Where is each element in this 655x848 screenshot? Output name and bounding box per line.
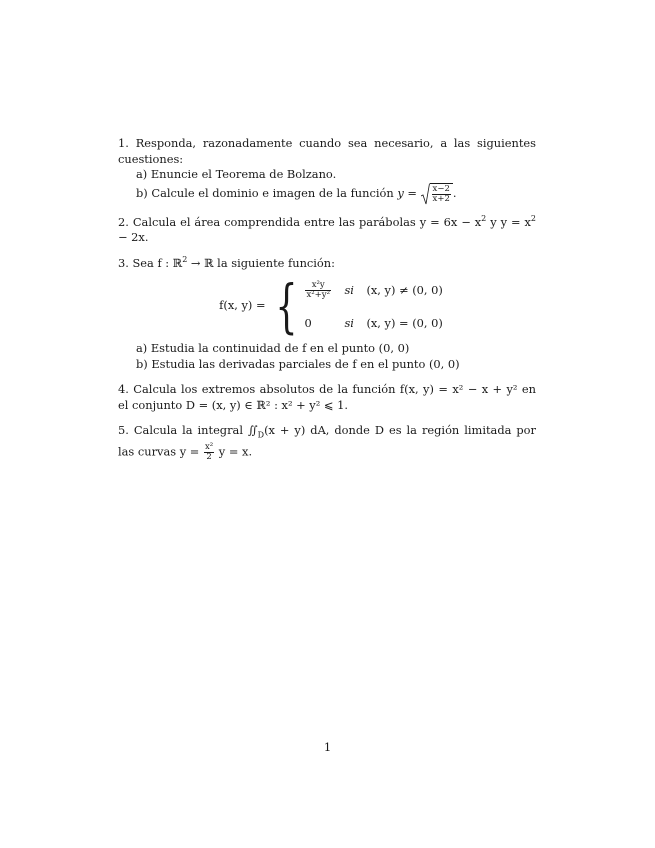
piecewise-case-1 bbox=[304, 281, 442, 300]
case2-expr: 0 bbox=[304, 315, 312, 330]
q3-text: 3. Sea f : ℝ bbox=[118, 255, 183, 270]
q1-b-frac-den: x+2 bbox=[432, 194, 450, 204]
case2-condition: (x, y) = (0, 0) bbox=[366, 315, 443, 330]
piecewise-lhs: f(x, y) = bbox=[219, 298, 266, 313]
case2-si: si bbox=[344, 315, 354, 330]
q2-parabola-1: y = 6x − x bbox=[419, 214, 482, 229]
question-4: 4. Calcula los extremos absolutos de la función f(x, y) = x² − x + y² en el conjunto D = (x, y) ∈ ℝ² : x² + y² ⩽ 1. bbox=[118, 382, 536, 412]
q5-subscript: D bbox=[257, 430, 265, 440]
q5-text-3: y = x. bbox=[215, 444, 253, 459]
sqrt-expression bbox=[421, 183, 453, 205]
q1-part-b: b) Calcule el dominio e imagen de la función y = $\frac{x-2}{x+2}$ . bbox=[136, 184, 457, 204]
q3-text-tail: → ℝ la siguiente función: bbox=[187, 255, 335, 270]
q2-parabola-2: y = x bbox=[500, 214, 531, 229]
q1-intro: Responda, razonadamente cuando sea necesario, a las siguientes cuestiones: bbox=[118, 136, 536, 166]
left-brace-icon: { bbox=[274, 272, 298, 340]
q1-part-b-text: b) Calcule el dominio e imagen de la función bbox=[136, 185, 394, 200]
case1-den: x²+y² bbox=[306, 290, 330, 300]
piecewise-case-2 bbox=[304, 316, 442, 332]
q2-text: 2. Calcula el área comprendida entre las parábolas bbox=[118, 214, 416, 229]
q3-part-a: a) Estudia la continuidad de f en el punto (0, 0) bbox=[136, 341, 410, 355]
piecewise-function bbox=[118, 272, 536, 340]
piecewise-cases bbox=[304, 281, 442, 331]
question-2: 2. Calcula el área comprendida entre las parábolas $y = 6x - x^2$ y $y = x^2 - 2x$. bbox=[118, 213, 537, 244]
case1-condition: (x, y) ≠ (0, 0) bbox=[366, 282, 443, 297]
q1-b-var-y: y bbox=[397, 185, 404, 200]
q2-parabola-2-tail: − 2x. bbox=[118, 230, 149, 244]
question-5 bbox=[118, 423, 536, 462]
q1-number: 1. bbox=[118, 136, 129, 150]
q3-part-b: b) Estudia las derivadas parciales de f en el punto (0, 0) bbox=[136, 356, 460, 371]
exam-content bbox=[118, 136, 536, 462]
question-3: 3. Sea f : ℝ$^2$ → ℝ la siguiente función: bbox=[118, 254, 335, 270]
q5-text-2: (x + y) dA, donde D es la región limitada por las curvas y = bbox=[118, 423, 536, 459]
case1-num: x²y bbox=[305, 281, 331, 291]
question-1 bbox=[118, 136, 536, 167]
q5-frac-den: 2 bbox=[206, 451, 212, 462]
sqrt-icon bbox=[421, 183, 430, 205]
q1-b-frac-num: x−2 bbox=[432, 184, 450, 194]
q2-and: y bbox=[490, 214, 497, 229]
q5-text: 5. Calcula la integral ∬ bbox=[118, 423, 258, 437]
case1-si: si bbox=[344, 282, 354, 297]
page-number: 1 bbox=[323, 740, 332, 754]
q1-part-a: a) Enuncie el Teorema de Bolzano. bbox=[136, 167, 337, 181]
q5-frac-num: x² bbox=[204, 441, 214, 452]
